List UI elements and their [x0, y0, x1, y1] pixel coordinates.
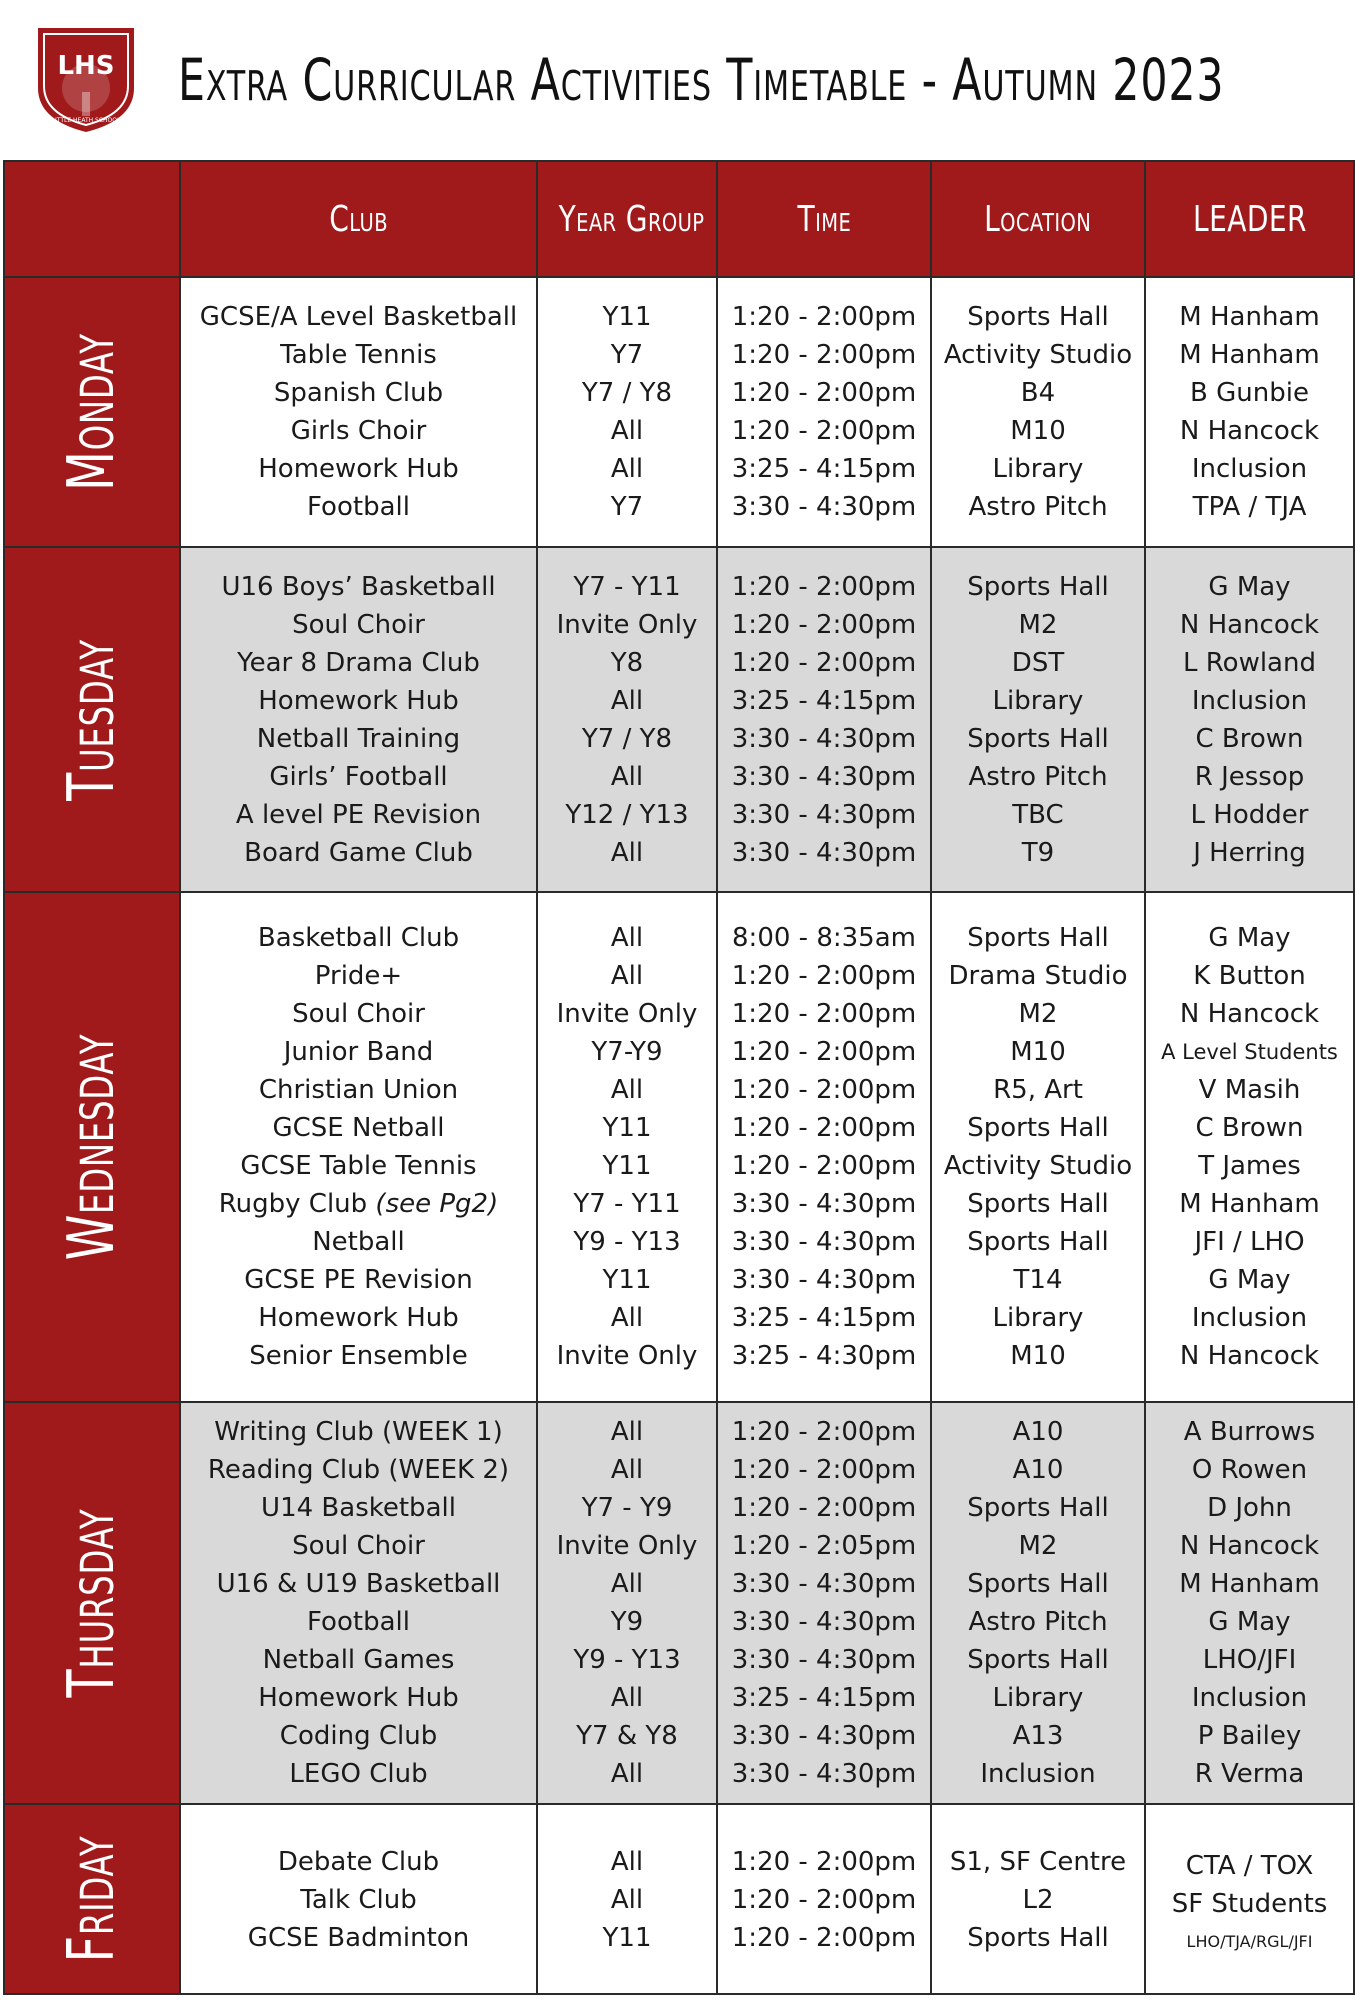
leader-cell [1145, 892, 1354, 1402]
club-name: GCSE/A Level Basketball [199, 302, 518, 332]
leader: JFI / LHO [1194, 1227, 1305, 1257]
location: M2 [1018, 609, 1058, 640]
leader-cell [1145, 547, 1354, 892]
leader: T James [1198, 1151, 1301, 1181]
time: 3:30 - 4:30pm [731, 1189, 917, 1219]
year-group: Y7 - Y9 [581, 1493, 673, 1523]
time-cell [717, 892, 931, 1402]
leader: Inclusion [1191, 1683, 1308, 1713]
page-title: Extra Curricular Activities Timetable - Autumn 2023 [178, 46, 1225, 114]
location: Library [992, 1303, 1084, 1333]
leader: M Hanham [1179, 1569, 1320, 1599]
time: 1:20 - 2:00pm [731, 1923, 917, 1953]
year-group-cell [537, 892, 717, 1402]
year-group: All [610, 1569, 644, 1599]
time: 1:20 - 2:00pm [731, 302, 917, 332]
location: Sports Hall [967, 571, 1109, 602]
year-group: Y9 [610, 1607, 644, 1637]
location: M10 [1010, 416, 1066, 446]
location: L2 [1022, 1885, 1054, 1915]
leader-cell [1145, 277, 1354, 547]
year-group: All [610, 923, 644, 953]
year-group: Y11 [602, 1923, 652, 1953]
time: 3:30 - 4:30pm [731, 837, 917, 868]
location: S1, SF Centre [949, 1847, 1127, 1877]
club-name: Homework Hub [258, 454, 459, 484]
time: 1:20 - 2:00pm [731, 961, 917, 991]
club-name: Table Tennis [280, 340, 437, 370]
year-group: All [610, 1075, 644, 1105]
year-group: Y11 [602, 1265, 652, 1295]
location: R5, Art [993, 1075, 1083, 1105]
leader: Inclusion [1191, 685, 1308, 716]
day-label-cell [4, 1804, 180, 1994]
leader: P Bailey [1197, 1721, 1302, 1751]
year-group: Y7 - Y11 [573, 571, 681, 602]
day-label-cell [4, 1402, 180, 1804]
time: 1:20 - 2:00pm [731, 1113, 917, 1143]
leader: N Hancock [1179, 1531, 1320, 1561]
time: 3:30 - 4:30pm [731, 1227, 917, 1257]
location: Sports Hall [967, 1923, 1109, 1953]
year-group: Y11 [602, 302, 652, 332]
club-name: Netball [312, 1227, 405, 1257]
leader: J Herring [1193, 837, 1306, 868]
day-label: Tuesday [55, 638, 129, 801]
location: T14 [1013, 1265, 1063, 1295]
club-name: Homework Hub [258, 1303, 459, 1333]
year-group: All [610, 1759, 644, 1789]
day-label-cell [4, 277, 180, 547]
location-cell [931, 892, 1145, 1402]
year-group-cell [537, 1402, 717, 1804]
leader: N Hancock [1179, 609, 1320, 640]
corner-cell [4, 161, 180, 277]
time: 1:20 - 2:00pm [731, 1493, 917, 1523]
club-name: GCSE Netball [272, 1113, 445, 1143]
time: 1:20 - 2:05pm [731, 1531, 917, 1561]
leader: TPA / TJA [1192, 492, 1307, 522]
club-name: Soul Choir [292, 999, 425, 1029]
time: 8:00 - 8:35am [732, 923, 916, 953]
time: 3:30 - 4:30pm [731, 761, 917, 792]
club-cell [180, 892, 537, 1402]
time: 3:30 - 4:30pm [731, 1759, 917, 1789]
location: Sports Hall [967, 302, 1109, 332]
club-cell [180, 277, 537, 547]
location: Library [992, 454, 1084, 484]
club-name: Senior Ensemble [249, 1341, 468, 1371]
club-name: Football [307, 1607, 410, 1637]
club-name: Rugby Club [218, 1189, 368, 1219]
time: 1:20 - 2:00pm [731, 571, 917, 602]
year-group: All [610, 1847, 644, 1877]
location-cell [931, 277, 1145, 547]
leader: O Rowen [1191, 1455, 1308, 1485]
time: 1:20 - 2:00pm [731, 609, 917, 640]
leader: CTA / TOX [1185, 1851, 1314, 1881]
location: Sports Hall [967, 1189, 1109, 1219]
time: 1:20 - 2:00pm [731, 1151, 917, 1181]
leader: SF Students [1171, 1889, 1328, 1919]
location: M2 [1018, 999, 1058, 1029]
day-label: Friday [55, 1835, 129, 1963]
year-group: Invite Only [556, 1531, 698, 1561]
club-name: LEGO Club [289, 1759, 428, 1789]
year-group-cell [537, 1804, 717, 1994]
year-group-cell [537, 277, 717, 547]
location-cell [931, 1804, 1145, 1994]
time: 3:25 - 4:15pm [731, 685, 917, 716]
year-group: Invite Only [556, 1341, 698, 1371]
year-group: Y9 - Y13 [573, 1645, 681, 1675]
location: Library [992, 1683, 1084, 1713]
year-group: Y11 [602, 1113, 652, 1143]
location: Drama Studio [948, 961, 1128, 991]
time: 1:20 - 2:00pm [731, 1847, 917, 1877]
time-cell [717, 1804, 931, 1994]
year-group: All [610, 837, 644, 868]
year-group: Y7 - Y11 [573, 1189, 681, 1219]
time: 3:25 - 4:15pm [731, 1683, 917, 1713]
club-name: Girls’ Football [269, 761, 448, 792]
club-name: Homework Hub [258, 1683, 459, 1713]
club-name: Christian Union [258, 1075, 459, 1105]
leader: A Level Students [1161, 1040, 1338, 1064]
location: T9 [1021, 837, 1055, 868]
year-group: All [610, 761, 644, 792]
svg-text:LHS: LHS [57, 51, 115, 81]
year-group: All [610, 961, 644, 991]
leader: C Brown [1195, 1113, 1304, 1143]
year-group: All [610, 1683, 644, 1713]
location: Sports Hall [967, 1113, 1109, 1143]
leader: V Masih [1198, 1075, 1301, 1105]
location: Library [992, 685, 1084, 716]
year-group: Y7 / Y8 [581, 723, 673, 754]
leader: N Hancock [1179, 1341, 1320, 1371]
club-name: Soul Choir [292, 1531, 425, 1561]
year-group: All [610, 685, 644, 716]
time: 1:20 - 2:00pm [731, 1455, 917, 1485]
location: TBC [1012, 799, 1064, 830]
leader: G May [1208, 1607, 1291, 1637]
location: A13 [1012, 1721, 1064, 1751]
year-group: Y12 / Y13 [565, 799, 689, 830]
year-group-cell [537, 547, 717, 892]
leader: LHO/TJA/RGL/JFI [1186, 1932, 1313, 1951]
leader: A Burrows [1183, 1417, 1316, 1447]
club-name: GCSE PE Revision [244, 1265, 473, 1295]
header-row [4, 161, 1354, 277]
time: 1:20 - 2:00pm [731, 1417, 917, 1447]
location: Activity Studio [943, 1151, 1133, 1181]
day-row-thursday [4, 1402, 1354, 1804]
location: Astro Pitch [968, 761, 1108, 792]
location-cell [931, 1402, 1145, 1804]
leader: M Hanham [1179, 340, 1320, 370]
location: Astro Pitch [968, 492, 1108, 522]
club-name: Netball Games [262, 1645, 455, 1675]
club-name: Junior Band [283, 1037, 434, 1067]
location: Sports Hall [967, 1493, 1109, 1523]
leader: Inclusion [1191, 454, 1308, 484]
year-group: Invite Only [556, 609, 698, 640]
club-name: Talk Club [300, 1885, 417, 1915]
time: 3:30 - 4:30pm [731, 799, 917, 830]
day-label-cell [4, 547, 180, 892]
time: 3:30 - 4:30pm [731, 1569, 917, 1599]
year-group: Invite Only [556, 999, 698, 1029]
location: Astro Pitch [968, 1607, 1108, 1637]
club-name: A level PE Revision [235, 799, 482, 830]
club-name: Reading Club (WEEK 2) [207, 1455, 510, 1485]
time: 3:30 - 4:30pm [731, 1265, 917, 1295]
year-group: All [610, 1885, 644, 1915]
time: 1:20 - 2:00pm [731, 999, 917, 1029]
club-name: Homework Hub [258, 685, 459, 716]
column-header-leader: LEADER [1145, 161, 1354, 277]
time: 3:25 - 4:15pm [731, 454, 917, 484]
leader: K Button [1193, 961, 1306, 991]
club-name: U16 & U19 Basketball [216, 1569, 501, 1599]
leader: G May [1208, 1265, 1291, 1295]
year-group: Y7 & Y8 [576, 1721, 678, 1751]
day-label: Thursday [55, 1508, 129, 1698]
column-header-year-group: Year Group [537, 161, 717, 277]
club-name: U16 Boys’ Basketball [221, 571, 496, 602]
leader: LHO/JFI [1202, 1645, 1297, 1675]
time: 3:30 - 4:30pm [731, 723, 917, 754]
club-name-with-note [181, 1185, 536, 1223]
time-cell [717, 547, 931, 892]
leader: C Brown [1195, 723, 1304, 754]
location: DST [1011, 647, 1065, 678]
leader: B Gunbie [1190, 378, 1309, 408]
leader: D John [1207, 1493, 1292, 1523]
location: Sports Hall [967, 1227, 1109, 1257]
club-name: Girls Choir [290, 416, 427, 446]
club-name: Debate Club [277, 1847, 440, 1877]
column-header-time: Time [717, 161, 931, 277]
svg-text:LITTLE HEATH SCHOOL: LITTLE HEATH SCHOOL [51, 117, 121, 124]
location: B4 [1020, 378, 1056, 408]
leader: G May [1208, 571, 1291, 602]
time: 3:30 - 4:30pm [731, 1607, 917, 1637]
location: Sports Hall [967, 923, 1109, 953]
time: 1:20 - 2:00pm [731, 1075, 917, 1105]
time: 3:30 - 4:30pm [731, 1721, 917, 1751]
day-row-friday [4, 1804, 1354, 1994]
club-name: Soul Choir [292, 609, 425, 640]
location: M2 [1018, 1531, 1058, 1561]
day-label-cell [4, 892, 180, 1402]
location: A10 [1012, 1455, 1064, 1485]
time: 3:25 - 4:15pm [731, 1303, 917, 1333]
location: Inclusion [980, 1759, 1096, 1789]
location-cell [931, 547, 1145, 892]
year-group: Y7 / Y8 [581, 378, 673, 408]
leader: N Hancock [1179, 999, 1320, 1029]
column-header-location: Location [931, 161, 1145, 277]
year-group: Y7 [610, 340, 644, 370]
leader: N Hancock [1179, 416, 1320, 446]
club-name: Football [307, 492, 410, 522]
club-name: Basketball Club [257, 923, 460, 953]
location: M10 [1010, 1037, 1066, 1067]
location: Activity Studio [943, 340, 1133, 370]
year-group: All [610, 1455, 644, 1485]
year-group: All [610, 416, 644, 446]
leader: L Rowland [1183, 647, 1316, 678]
leader: G May [1208, 923, 1291, 953]
club-name: Coding Club [279, 1721, 438, 1751]
page-reference-note: (see Pg2) [375, 1189, 499, 1219]
school-crest-logo [30, 22, 142, 136]
leader: R Jessop [1194, 761, 1305, 792]
leader-cell [1145, 1804, 1354, 1994]
day-label: Wednesday [55, 1033, 129, 1261]
leader: R Verma [1194, 1759, 1305, 1789]
time: 3:30 - 4:30pm [731, 492, 917, 522]
club-name: Board Game Club [244, 837, 473, 868]
club-cell [180, 547, 537, 892]
time: 1:20 - 2:00pm [731, 416, 917, 446]
club-name: U14 Basketball [261, 1493, 456, 1523]
leader: M Hanham [1179, 1189, 1320, 1219]
club-name: Spanish Club [273, 378, 444, 408]
year-group: Y9 - Y13 [573, 1227, 681, 1257]
time-cell [717, 1402, 931, 1804]
club-name: GCSE Table Tennis [240, 1151, 477, 1181]
leader: Inclusion [1191, 1303, 1308, 1333]
time: 3:30 - 4:30pm [731, 1645, 917, 1675]
time: 1:20 - 2:00pm [731, 378, 917, 408]
time-cell [717, 277, 931, 547]
time: 1:20 - 2:00pm [731, 1885, 917, 1915]
time: 1:20 - 2:00pm [731, 1037, 917, 1067]
time: 1:20 - 2:00pm [731, 340, 917, 370]
day-row-wednesday [4, 892, 1354, 1402]
year-group: Y7-Y9 [591, 1037, 663, 1067]
leader: M Hanham [1179, 302, 1320, 332]
year-group: All [610, 1417, 644, 1447]
location: Sports Hall [967, 1645, 1109, 1675]
time: 1:20 - 2:00pm [731, 647, 917, 678]
club-name: Netball Training [256, 723, 461, 754]
club-name: Year 8 Drama Club [237, 647, 480, 678]
timetable [3, 160, 1355, 1995]
location: Sports Hall [967, 723, 1109, 754]
leader: L Hodder [1190, 799, 1309, 830]
year-group: Y11 [602, 1151, 652, 1181]
year-group: All [610, 1303, 644, 1333]
club-name: Pride+ [314, 961, 403, 991]
leader-cell [1145, 1402, 1354, 1804]
year-group: Y7 [610, 492, 644, 522]
club-cell [180, 1402, 537, 1804]
day-label: Monday [55, 333, 129, 491]
page-header [0, 0, 1355, 160]
location: A10 [1012, 1417, 1064, 1447]
club-name: Writing Club (WEEK 1) [214, 1417, 503, 1447]
year-group: Y8 [610, 647, 644, 678]
day-row-tuesday [4, 547, 1354, 892]
day-row-monday [4, 277, 1354, 547]
club-cell [180, 1804, 537, 1994]
location: Sports Hall [967, 1569, 1109, 1599]
club-name: GCSE Badminton [247, 1923, 470, 1953]
time: 3:25 - 4:30pm [731, 1341, 917, 1371]
column-header-club: Club [180, 161, 537, 277]
year-group: All [610, 454, 644, 484]
location: M10 [1010, 1341, 1066, 1371]
